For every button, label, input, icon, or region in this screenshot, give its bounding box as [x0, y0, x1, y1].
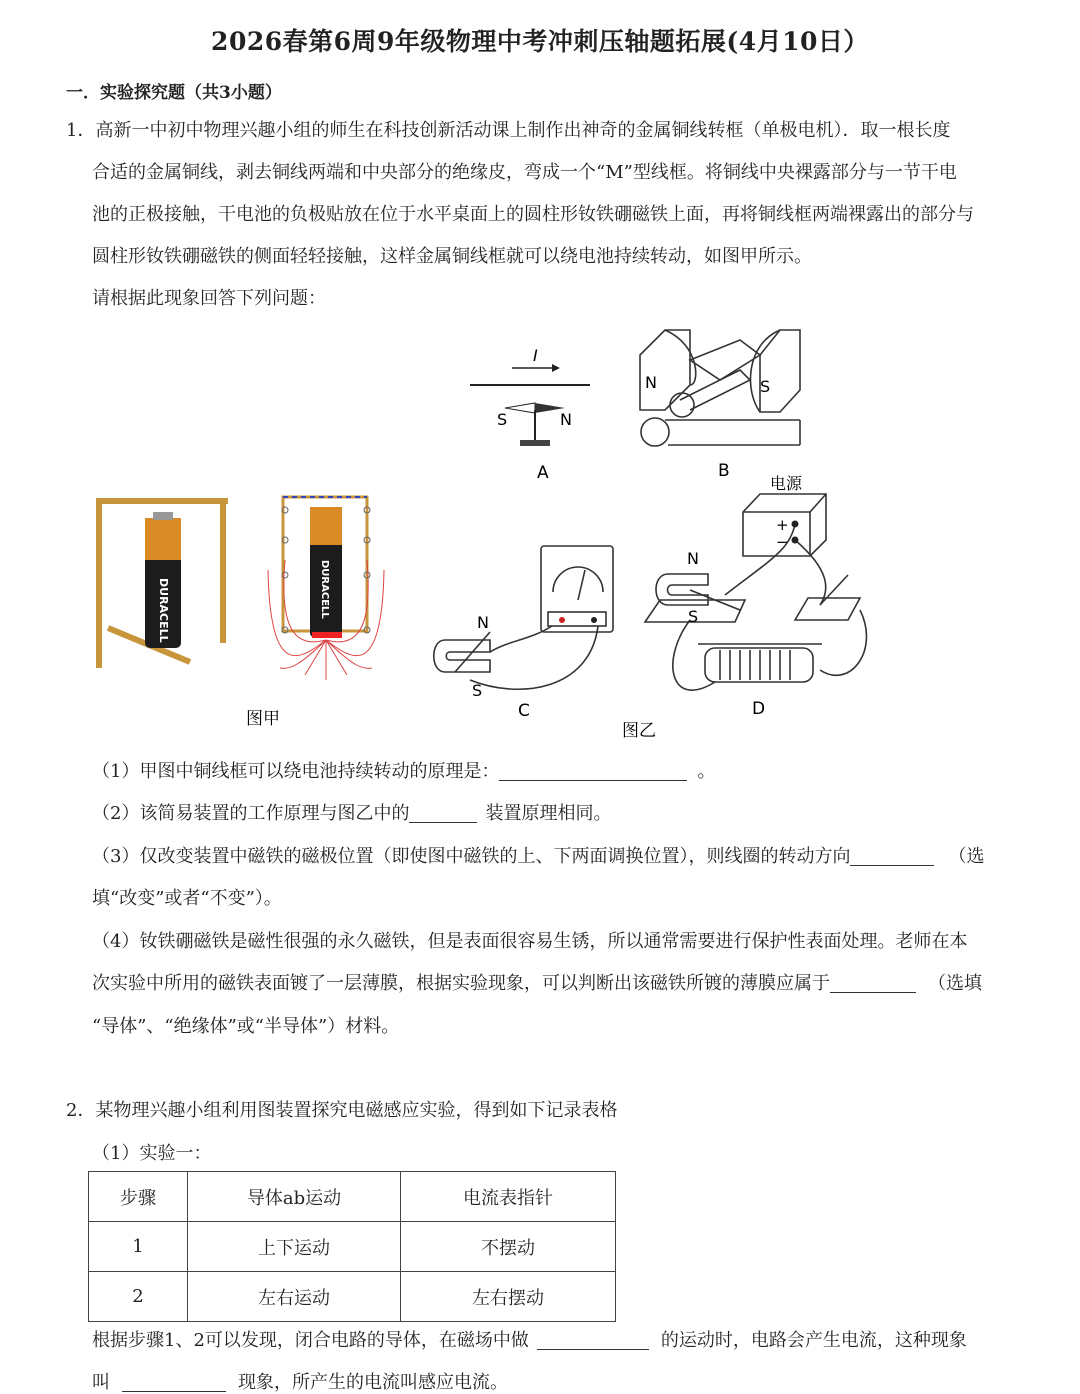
figure-a	[470, 346, 590, 483]
table-cell: 左右运动	[188, 1272, 401, 1322]
compass-n-label: N	[560, 410, 572, 429]
answer-blank-4[interactable]	[830, 974, 916, 993]
conclusion-text-3: 叫	[92, 1372, 110, 1393]
answer-blank-6[interactable]	[122, 1373, 226, 1392]
sub-question-4-option: （选填	[928, 973, 982, 994]
conclusion-text-4: 现象，所产生的电流叫感应电流。	[238, 1372, 508, 1393]
sub-question-3-cont: 填“改变”或者“不变”）。	[92, 888, 282, 909]
sub-question-1	[92, 757, 715, 783]
figure-b-label: B	[718, 461, 730, 481]
conclusion-text-2: 的运动时，电路会产生电流，这种现象	[660, 1330, 967, 1351]
conclusion-line-1	[92, 1326, 967, 1352]
question-1-prompt: 请根据此现象回答下列问题：	[92, 288, 326, 309]
sub-question-4: （4）钕铁硼磁铁是磁性很强的永久磁铁，但是表面很容易生锈，所以通常需要进行保护性表面处理。老师在本	[92, 931, 968, 952]
power-source-label: 电源	[770, 474, 803, 493]
table-header: 步骤	[89, 1172, 188, 1222]
figure-b-s-label: S	[760, 377, 771, 396]
figure-c-s-label: S	[472, 681, 483, 700]
sub-question-4-line-3: “导体”、“绝缘体”或“半导体”）材料。	[92, 1016, 400, 1037]
section-heading: 一．实验探究题（共3小题）	[66, 83, 282, 103]
figure-d-n-label: N	[687, 549, 699, 568]
figure-c-label: C	[518, 701, 530, 721]
figure-d	[645, 494, 866, 690]
question-1-line-4: 圆柱形钕铁硼磁铁的侧面轻轻接触，这样金属铜线框就可以绕电池持续转动，如图甲所示。	[92, 246, 812, 267]
question-1-line-3: 池的正极接触，干电池的负极贴放在位于水平桌面上的圆柱形钕铁硼磁铁上面，再将铜线框两端裸露出的部分与	[92, 204, 974, 225]
figure-d-s-label: S	[688, 607, 699, 626]
figure-b-n-label: N	[645, 373, 657, 392]
sub-question-3-option: （选	[948, 846, 985, 867]
figure-d-label: D	[752, 699, 766, 719]
table-cell: 上下运动	[188, 1222, 401, 1272]
figure-c	[434, 546, 613, 689]
table-row	[89, 1222, 616, 1272]
table-cell: 左右摆动	[401, 1272, 616, 1322]
figure-c-n-label: N	[477, 613, 489, 632]
sub-question-1-end: 。	[697, 761, 716, 782]
sub-question-2	[92, 799, 611, 825]
table-cell: 1	[89, 1222, 188, 1272]
current-label: I	[533, 346, 538, 365]
sub-question-1-text: （1）甲图中铜线框可以绕电池持续转动的原理是：	[92, 761, 500, 782]
table-cell: 2	[89, 1272, 188, 1322]
conclusion-text: 根据步骤1、2可以发现，闭合电路的导体，在磁场中做	[92, 1330, 529, 1351]
figure-jia-field-lines	[268, 497, 384, 680]
answer-blank-5[interactable]	[537, 1331, 649, 1350]
sub-question-2-end: 装置原理相同。	[485, 803, 612, 824]
power-minus-label: −	[776, 533, 789, 551]
record-table	[88, 1171, 616, 1322]
answer-blank-2[interactable]	[409, 804, 477, 823]
sub-question-3	[92, 842, 984, 868]
question-1-line-2: 合适的金属铜线，剥去铜线两端和中央部分的绝缘皮，弯成一个“M”型线框。将铜线中央裸露部分与一节干电	[92, 162, 957, 183]
sub-question-4-line-2	[92, 969, 982, 995]
figure-jia-photo	[96, 498, 228, 668]
question-1-number: 1．	[66, 120, 96, 141]
sub-question-4-text: 次实验中所用的磁铁表面镀了一层薄膜，根据实验现象，可以判断出该磁铁所镀的薄膜应属于	[92, 973, 830, 994]
answer-blank-3[interactable]	[850, 847, 934, 866]
power-plus-label: +	[776, 516, 789, 534]
sub-question-2-text: （2）该简易装置的工作原理与图乙中的	[92, 803, 410, 824]
table-header: 电流表指针	[401, 1172, 616, 1222]
page-title: 2026春第6周9年级物理中考冲刺压轴题拓展(4月10日）	[211, 27, 869, 56]
figure-jia-label: 图甲	[246, 709, 280, 729]
figure-b	[640, 330, 800, 446]
experiment-1-heading: （1）实验一：	[92, 1143, 212, 1164]
figure-yi-label: 图乙	[622, 721, 656, 741]
figure-a-label: A	[537, 463, 549, 483]
question-1-line-1: 高新一中初中物理兴趣小组的师生在科技创新活动课上制作出神奇的金属铜线转框（单极电机）．取一根长度	[95, 120, 951, 141]
table-header: 导体ab运动	[188, 1172, 401, 1222]
battery-brand-label-2: DURACELL	[319, 560, 330, 619]
table-header-row	[89, 1172, 616, 1222]
answer-blank-1[interactable]	[499, 762, 687, 781]
table-row	[89, 1272, 616, 1322]
battery-brand-label: DURACELL	[157, 578, 170, 643]
compass-s-label: S	[497, 410, 508, 429]
question-2-intro: 2．某物理兴趣小组利用图装置探究电磁感应实验，得到如下记录表格	[66, 1100, 618, 1121]
table-cell: 不摆动	[401, 1222, 616, 1272]
sub-question-3-text: （3）仅改变装置中磁铁的磁极位置（即使图中磁铁的上、下两面调换位置），则线圈的转动方向	[92, 846, 851, 867]
conclusion-line-2	[92, 1368, 508, 1394]
